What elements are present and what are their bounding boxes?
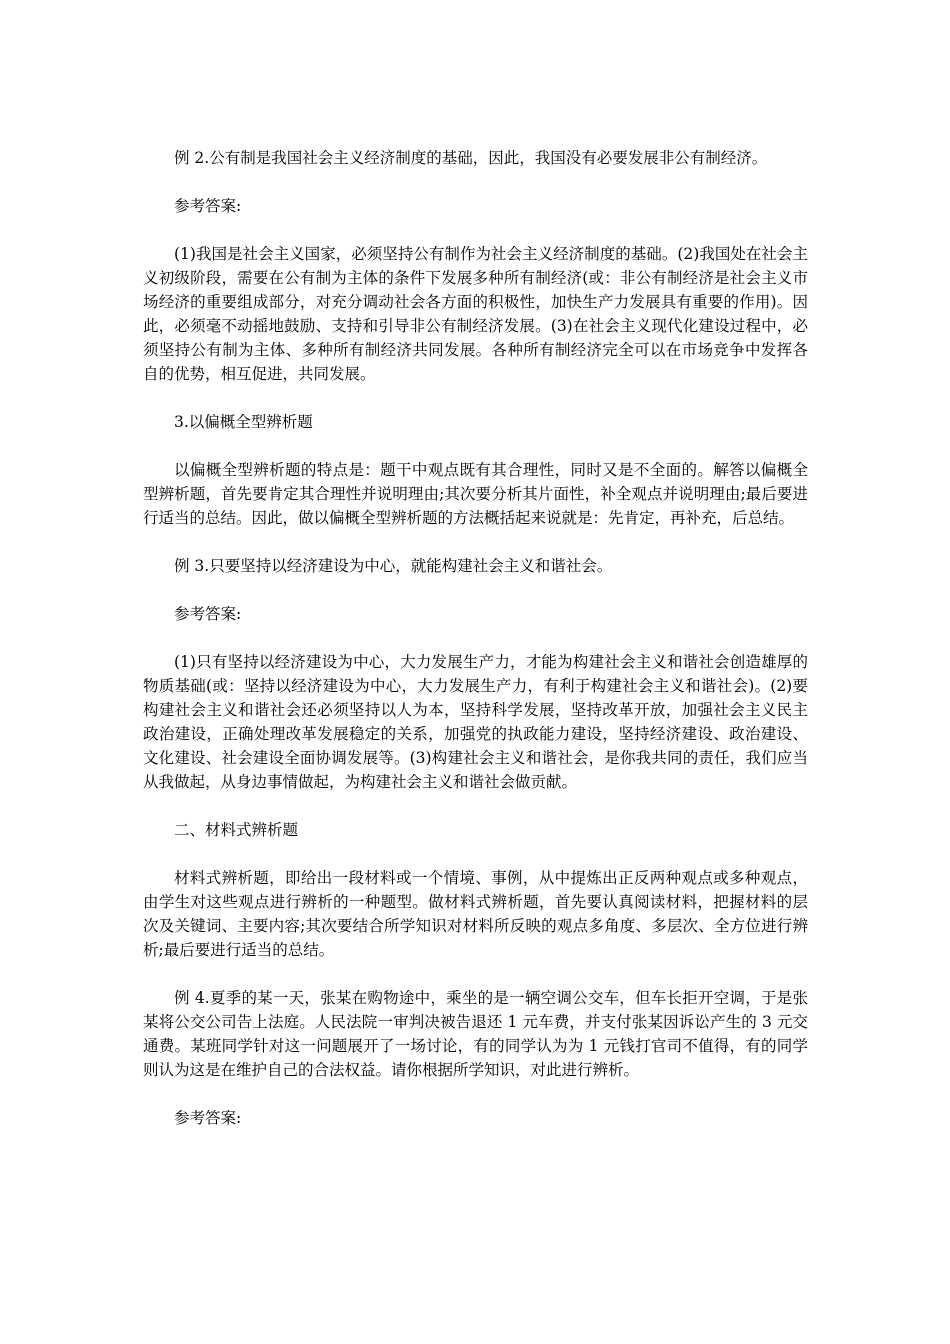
partial-type-description: 以偏概全型辨析题的特点是：题干中观点既有其合理性，同时又是不全面的。解答以偏概全型辨析题，首先要肯定其合理性并说明理由;其次要分析其片面性，补全观点并说明理由;最后要进行适当的总结。因此，做以偏概全型辨析题的方法概括起来说就是：先肯定，再补充，后总结。 (143, 461, 808, 527)
document-body (143, 146, 808, 1154)
example-3-answer: (1)只有坚持以经济建设为中心，大力发展生产力，才能为构建社会主义和谐社会创造雄厚的物质基础(或：坚持以经济建设为中心，大力发展生产力，有利于构建社会主义和谐社会)。(2)要构建社会主义和谐社会还必须坚持以人为本，坚持科学发展，坚持改革开放，加强社会主义民主政治建设，正确处理改革发展稳定的关系，加强党的执政能力建设，坚持经济建设、政治建设、文化建设、社会建设全面协调发展等。(3)构建社会主义和谐社会，是你我共同的责任，我们应当从我做起，从身边事情做起，为构建社会主义和谐社会做贡献。 (143, 653, 808, 791)
material-type-description: 材料式辨析题，即给出一段材料或一个情境、事例，从中提炼出正反两种观点或多种观点，由学生对这些观点进行辨析的一种题型。做材料式辨析题，首先要认真阅读材料，把握材料的层次及关键词、主要内容;其次要结合所学知识对材料所反映的观点多角度、多层次、全方位进行辨析;最后要进行适当的总结。 (143, 869, 808, 959)
example-2-answer: (1)我国是社会主义国家，必须坚持公有制作为社会主义经济制度的基础。(2)我国处在社会主义初级阶段，需要在公有制为主体的条件下发展多种所有制经济(或：非公有制经济是社会主义市场经济的重要组成部分，对充分调动社会各方面的积极性，加快生产力发展具有重要的作用)。因此，必须毫不动摇地鼓励、支持和引导非公有制经济发展。(3)在社会主义现代化建设过程中，必须坚持公有制为主体、多种所有制经济共同发展。各种所有制经济完全可以在市场竞争中发挥各自的优势，相互促进，共同发展。 (143, 245, 808, 383)
section-heading-partial-type: 3.以偏概全型辨析题 (174, 413, 313, 431)
example-2-question: 例 2.公有制是我国社会主义经济制度的基础，因此，我国没有必要发展非公有制经济。 (174, 149, 768, 167)
reference-answer-label: 参考答案: (174, 197, 242, 215)
section-heading-material-type: 二、材料式辨析题 (174, 821, 299, 839)
example-4-question: 例 4.夏季的某一天，张某在购物途中，乘坐的是一辆空调公交车，但车长拒开空调，于是张某将公交公司告上法庭。人民法院一审判决被告退还 1 元车费，并支付张某因诉讼产生的 3 元交通费。某班同学针对这一问题展开了一场讨论，有的同学认为为 1 元钱打官司不值得，有的同学则认为这是在维护自己的合法权益。请你根据所学知识，对此进行辨析。 (143, 989, 808, 1079)
example-3-question: 例 3.只要坚持以经济建设为中心，就能构建社会主义和谐社会。 (174, 557, 613, 575)
reference-answer-label: 参考答案: (174, 1109, 242, 1127)
reference-answer-label: 参考答案: (174, 605, 242, 623)
